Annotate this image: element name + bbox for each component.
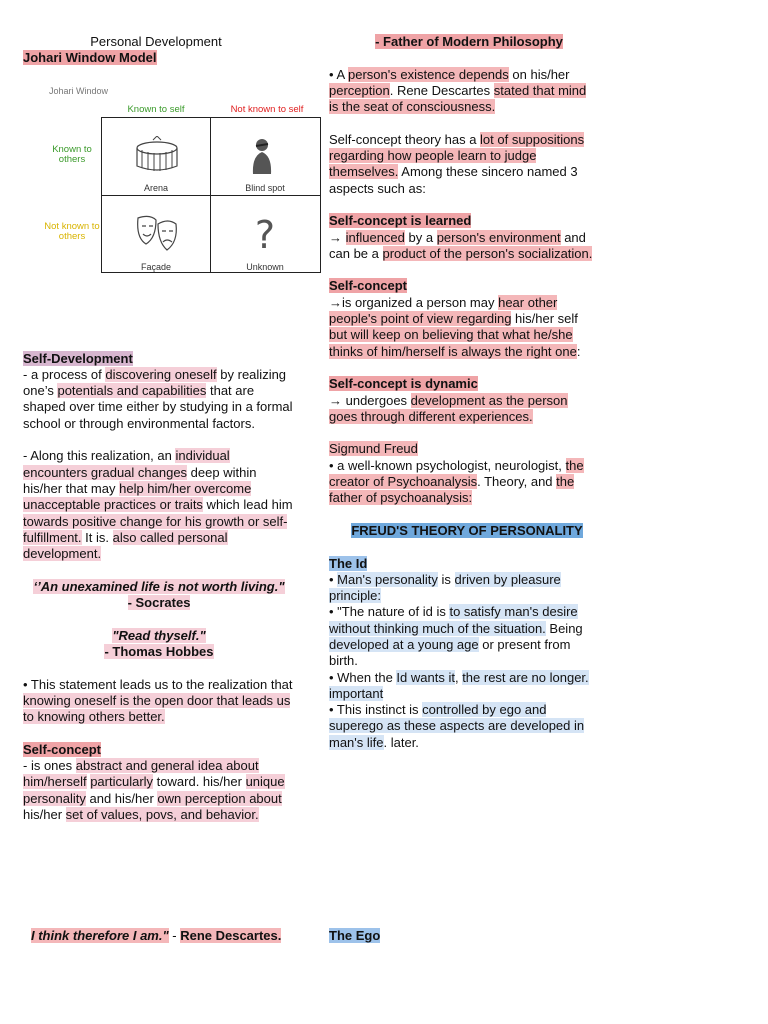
freud-paragraph: • a well-known psychologist, neurologist, the creator of Psychoanalysis. Theory, and the father of psychoanalysis:: [329, 457, 584, 506]
left-column: [23, 34, 304, 823]
johari-grid: [101, 117, 321, 273]
col-label-known: Known to self: [127, 103, 185, 115]
self-development-p2: - Along this realization, an individual encounters gradual changes deep within his/her that may help him/her overcome unacceptable practices or traits which lead him towards positive change for his growth or self-fulfillment. It is. also called personal development.: [23, 448, 293, 562]
col-label-not-known: Not known to self: [230, 103, 304, 115]
dynamic-paragraph: → undergoes development as the person goes through different experiences.: [329, 392, 568, 424]
arena-caption: Arena: [143, 182, 169, 193]
freud-theory-heading: FREUD'S THEORY OF PERSONALITY: [351, 522, 583, 538]
existence-paragraph: • A person's existence depends on his/her perception. Rene Descartes stated that mind is the seat of consciousness.: [329, 66, 587, 115]
row-label-not-known: Not known to others: [44, 220, 100, 243]
id-bullet-4: • This instinct is controlled by ego and superego as these aspects are developed in man's life. later.: [329, 702, 585, 750]
father-of-philosophy: - Father of Modern Philosophy: [375, 34, 563, 49]
quote-hobbes-author: - Thomas Hobbes: [104, 643, 214, 659]
arena-icon: [132, 136, 182, 176]
quote-socrates: ‘’An unexamined life is not worth living.": [33, 578, 285, 594]
ego-heading: The Ego: [329, 928, 381, 943]
question-mark-icon: [250, 214, 280, 254]
id-bullet-2: • "The nature of id is to satisfy man's desire without thinking much of the situation. Being developed at a young age or present from birth.: [329, 604, 583, 669]
svg-text:?: ?: [254, 213, 276, 254]
learned-paragraph: → influenced by a person's environment and can be a product of the person's socialization.: [329, 229, 593, 261]
learned-heading: Self-concept is learned: [329, 213, 472, 229]
descartes-quote: I think therefore I am." - Rene Descartes.: [31, 928, 282, 943]
self-concept-heading: Self-concept: [23, 741, 102, 757]
id-bullet-1: • Man's personality is driven by pleasure principle:: [329, 571, 561, 604]
johari-window-diagram: [23, 69, 313, 279]
id-bullet-3: • When the Id wants it, the rest are no longer. important: [329, 669, 589, 701]
facade-masks-icon: [132, 214, 182, 254]
facade-caption: Façade: [140, 261, 172, 272]
self-development-heading: Self-Development: [23, 350, 133, 366]
dynamic-heading: Self-concept is dynamic: [329, 376, 478, 392]
quote-socrates-author: - Socrates: [127, 595, 191, 611]
theory-paragraph: Self-concept theory has a lot of suppositions regarding how people learn to judge themselves. Among these sincero named 3 aspects such as:: [329, 131, 585, 196]
johari-diagram-title: Johari Window: [49, 85, 109, 96]
unknown-caption: Unknown: [246, 261, 284, 272]
organized-heading: Self-concept: [329, 278, 408, 294]
blind-spot-caption: Blind spot: [245, 182, 285, 193]
blind-spot-icon: [242, 136, 282, 176]
row-label-known: Known to others: [52, 143, 92, 166]
id-heading: The Id: [329, 555, 368, 571]
page-title: Personal Development: [90, 34, 222, 49]
statement-paragraph: • This statement leads us to the realization that knowing oneself is the open door that leads us to knowing others better.: [23, 676, 293, 725]
johari-heading: Johari Window Model: [23, 50, 157, 66]
descartes-author: Rene Descartes.: [180, 928, 282, 943]
quote-hobbes: "Read thyself.": [112, 627, 206, 643]
self-development-p1: - a process of discovering oneself by realizing one’s potentials and capabilities that are shaped over time either by studying in a formal school or through environmental factors.: [23, 366, 293, 431]
self-concept-paragraph: - is ones abstract and general idea about him/herself particularly toward. his/her unique personality and his/her own perception about his/her set of values, povs, and behavior.: [23, 758, 285, 822]
freud-heading: Sigmund Freud: [329, 441, 418, 457]
organized-paragraph: →is organized a person may hear other people's point of view regarding his/her self but will keep on believing that what he/she thinks of him/herself is always the right one:: [329, 294, 581, 359]
right-column: [329, 34, 599, 751]
